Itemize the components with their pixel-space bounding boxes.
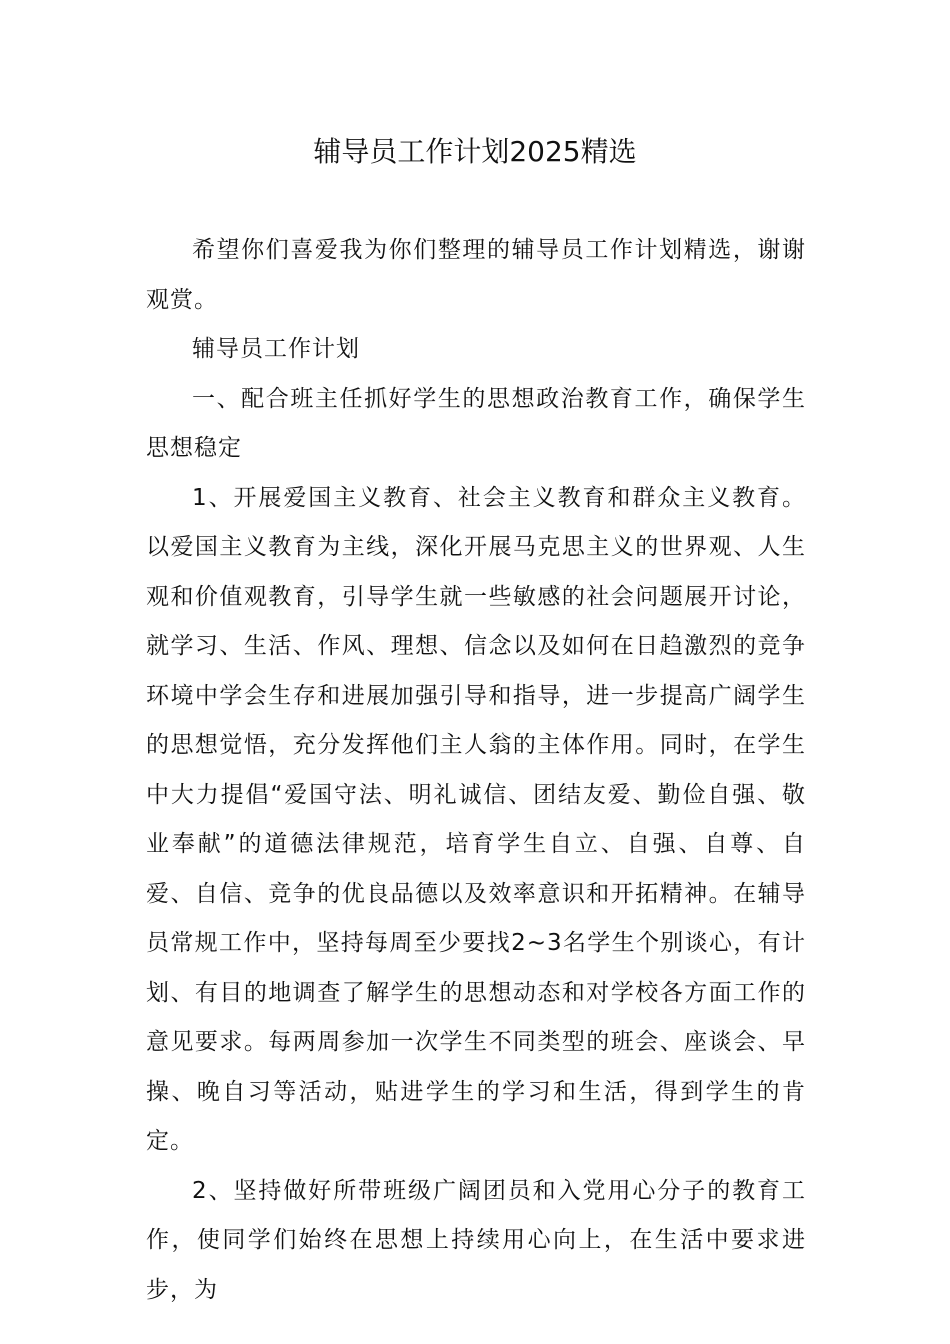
document-body	[146, 226, 806, 1315]
document-title: 辅导员工作计划2025精选	[313, 135, 637, 168]
paragraph-item-two: 2、坚持做好所带班级广阔团员和入党用心分子的教育工作，使同学们始终在思想上持续用心向上，在生活中要求进步，为	[146, 1177, 806, 1303]
paragraph-heading: 辅导员工作计划	[192, 336, 360, 362]
paragraph-intro: 希望你们喜爱我为你们整理的辅导员工作计划精选，谢谢观赏。	[146, 237, 806, 313]
paragraph-section-one: 一、配合班主任抓好学生的思想政治教育工作，确保学生思想稳定	[146, 385, 806, 461]
paragraph-item-one: 1、开展爱国主义教育、社会主义教育和群众主义教育。以爱国主义教育为主线，深化开展马克思主义的世界观、人生观和价值观教育，引导学生就一些敏感的社会问题展开讨论，就学习、生活、作风、理想、信念以及如何在日趋激烈的竞争环境中学会生存和进展加强引导和指导，进一步提高广阔学生的思想觉悟，充分发挥他们主人翁的主体作用。同时，在学生中大力提倡“爱国守法、明礼诚信、团结友爱、勤俭自强、敬业奉献”的道德法律规范，培育学生自立、自强、自尊、自爱、自信、竞争的优良品德以及效率意识和开拓精神。在辅导员常规工作中，坚持每周至少要找2~3名学生个别谈心，有计划、有目的地调查了解学生的思想动态和对学校各方面工作的意见要求。每两周参加一次学生不同类型的班会、座谈会、早操、晚自习等活动，贴进学生的学习和生活，得到学生的肯定。	[146, 484, 806, 1154]
